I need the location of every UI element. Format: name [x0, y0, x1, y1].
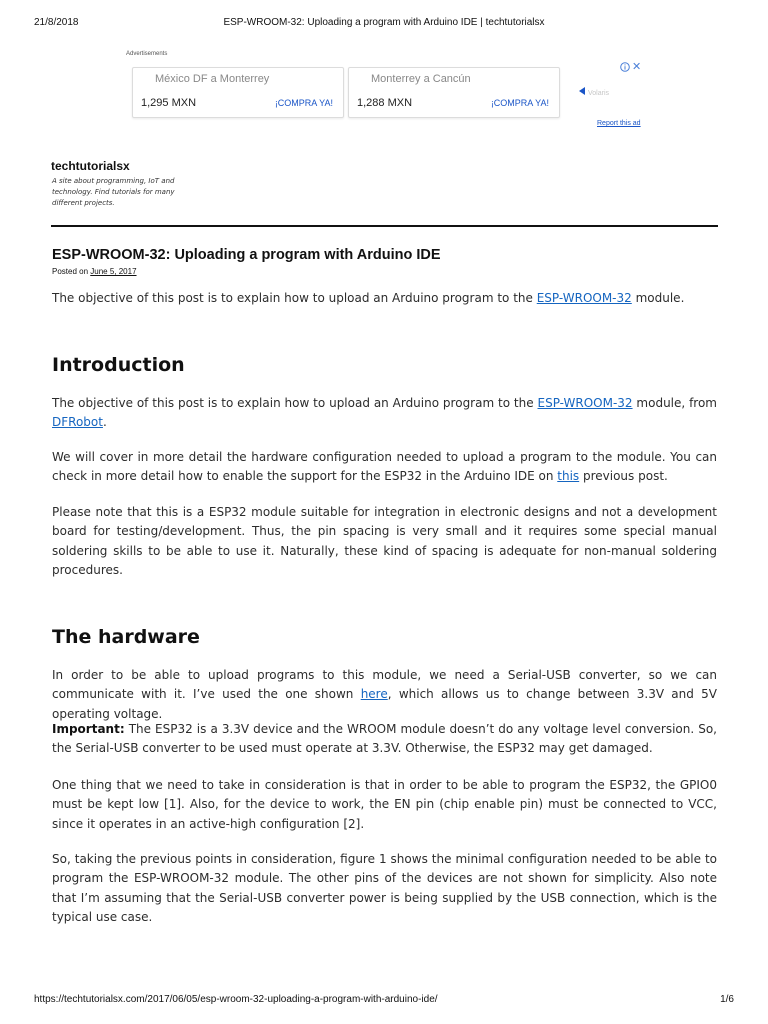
esp-wroom-32-link[interactable]: ESP-WROOM-32	[537, 396, 633, 410]
heading-introduction: Introduction	[52, 354, 185, 376]
site-description: A site about programming, IoT and technology. Find tutorials for many different projects.	[52, 177, 175, 207]
header-divider	[51, 225, 718, 227]
ad-route: Monterrey a Cancún	[371, 73, 471, 85]
text: The ESP32 is a 3.3V device and the WROOM module doesn’t do any voltage level conversion. So, the Serial-USB converter to be used must operate at 3.3V. Otherwise, the ESP32 may get damaged.	[52, 722, 717, 756]
print-url: https://techtutorialsx.com/2017/06/05/esp-wroom-32-uploading-a-program-with-arduino-ide/	[34, 994, 438, 1005]
ad-buy-button[interactable]: ¡COMPRA YA!	[490, 98, 549, 108]
post-title: ESP-WROOM-32: Uploading a program with Arduino IDE	[52, 247, 441, 263]
posted-prefix: Posted on	[52, 267, 89, 276]
dfrobot-link[interactable]: DFRobot	[52, 415, 103, 430]
ad-price: 1,295 MXN	[141, 97, 197, 109]
ad-route: México DF a Monterrey	[155, 73, 270, 85]
intro-paragraph-1	[52, 394, 717, 433]
esp-wroom-32-link[interactable]: ESP-WROOM-32	[536, 291, 632, 305]
report-ad-link[interactable]: Report this ad	[597, 120, 641, 127]
intro-paragraph-2	[52, 448, 717, 487]
ad-faded-brand: Volaris	[588, 90, 610, 97]
text: The objective of this post is to explain how to upload an Arduino program to the	[52, 396, 538, 410]
text: previous post.	[579, 469, 668, 484]
info-icon[interactable]	[620, 62, 630, 72]
lead-paragraph	[52, 289, 717, 308]
text: In order to be able to upload programs to this module, we need a Serial-USB converter, so we can communicate with it. I’ve used the one shown	[52, 668, 717, 702]
text: module, from	[632, 396, 717, 410]
posted-on	[52, 267, 137, 276]
text: We will cover in more detail the hardware configuration needed to upload a program to the module. You can check in more detail how to enable the support for the ESP32 in the Arduino IDE on	[52, 450, 717, 484]
ad-card-1[interactable]	[132, 67, 344, 118]
ad-price: 1,288 MXN	[357, 97, 413, 109]
arrow-left-icon[interactable]	[578, 86, 586, 96]
print-doc-title: ESP-WROOM-32: Uploading a program with Arduino IDE | techtutorialsx	[223, 17, 545, 28]
previous-post-link[interactable]: this	[557, 469, 580, 484]
hardware-paragraph-4: So, taking the previous points in consideration, figure 1 shows the minimal configuration needed to be able to program the ESP-WROOM-32 module. The other pins of the devices are not shown for simplicity. Also note that I’m assuming that the Serial-USB converter power is being supplied by the USB connection, which is the typical use case.	[52, 852, 717, 924]
hardware-paragraph-2	[52, 720, 717, 759]
hardware-paragraph-1	[52, 666, 717, 724]
ad-label: Advertisements	[126, 51, 168, 57]
intro-paragraph-3: Please note that this is a ESP32 module suitable for integration in electronic designs and not a development board for testing/development. Thus, the pin spacing is very small and it requires some special manual soldering skills to be able to use it. Naturally, these kind of spacing is adequate for non-manual soldering procedures.	[52, 505, 717, 577]
text: .	[102, 415, 107, 430]
heading-hardware: The hardware	[52, 626, 200, 648]
ad-buy-button[interactable]: ¡COMPRA YA!	[274, 98, 333, 108]
page-number: 1/6	[720, 994, 734, 1005]
print-footer	[0, 994, 768, 1008]
print-header	[0, 17, 768, 31]
text: module.	[631, 291, 685, 305]
important-label: Important:	[52, 722, 125, 736]
hardware-paragraph-3: One thing that we need to take in consideration is that in order to be able to program the ESP32, the GPIO0 must be kept low [1]. Also, for the device to work, the EN pin (chip enable pin) must be connected to VCC, since it operates in an active-high configuration [2].	[52, 778, 717, 831]
ad-card-2[interactable]	[348, 67, 560, 118]
print-date: 21/8/2018	[34, 17, 79, 28]
converter-link[interactable]: here	[360, 687, 388, 702]
text: , which allows us to change between 3.3V and 5V operating voltage.	[52, 687, 717, 721]
close-icon[interactable]: ✕	[632, 60, 642, 73]
posted-date-link[interactable]: June 5, 2017	[90, 267, 137, 276]
site-title[interactable]: techtutorialsx	[51, 159, 130, 173]
text: The objective of this post is to explain how to upload an Arduino program to the	[52, 291, 537, 305]
